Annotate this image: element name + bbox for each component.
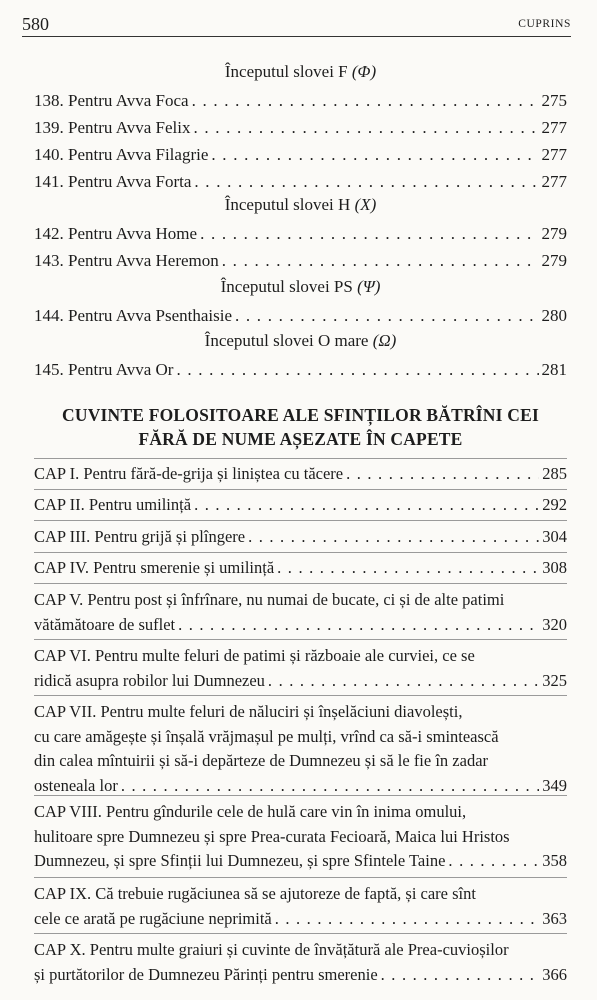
separator-line [34, 795, 567, 796]
chapter-page-number: 366 [542, 964, 567, 984]
section-heading [34, 277, 567, 297]
separator-line [34, 639, 567, 640]
entry-title: 141. Pentru Avva Forta [34, 172, 192, 191]
chapter-text-line: CAP V. Pentru post și înfrînare, nu numai de bucate, ci și de alte patimi [34, 590, 505, 609]
entry-title: 143. Pentru Avva Heremon [34, 251, 219, 270]
chapter-page-number: 292 [542, 495, 567, 514]
separator-line [34, 520, 567, 521]
dot-leader [193, 118, 538, 138]
section-heading-text: Începutul slovei H [224, 195, 355, 214]
main-heading-line-1: CUVINTE FOLOSITOARE ALE SFINȚILOR BĂTRÎNI CEI [62, 405, 539, 425]
chapter-text-line: CAP IX. Că trebuie rugăciunea să se ajutoreze de faptă, și care sînt [34, 884, 476, 903]
section-letter-symbol: (Φ) [351, 62, 377, 81]
dot-leader [178, 613, 539, 638]
dot-leader [275, 907, 540, 932]
chapter-text-line: CAP X. Pentru multe graiuri și cuvinte de învățătură ale Prea-cuvioșilor [34, 940, 509, 959]
dot-leader [194, 172, 538, 192]
page-header [22, 14, 571, 37]
chapter-entry [34, 700, 567, 798]
toc-entry [34, 172, 567, 192]
section-letter-symbol: (X) [354, 195, 377, 214]
chapter-entry [34, 882, 567, 931]
entry-title: 142. Pentru Avva Home [34, 224, 198, 243]
section-heading [34, 195, 567, 215]
chapter-text: CAP III. Pentru grijă și plîngere [34, 527, 246, 546]
entry-title: 144. Pentru Avva Psenthaisie [34, 306, 232, 325]
chapter-page-number: 325 [542, 670, 567, 690]
section-heading-text: Începutul slovei PS [220, 277, 358, 296]
separator-line [34, 458, 567, 459]
chapter-text: vătămătoare de suflet [34, 614, 176, 634]
chapter-text: CAP I. Pentru fără-de-grija și liniștea cu tăcere [34, 464, 344, 483]
dot-leader [194, 493, 539, 518]
separator-line [34, 695, 567, 696]
dot-leader [176, 360, 538, 380]
toc-entry [34, 118, 567, 138]
chapter-page-number: 304 [542, 527, 567, 546]
separator-line [34, 552, 567, 553]
toc-entry [34, 145, 567, 165]
chapter-last-line [34, 963, 567, 988]
dot-leader [381, 963, 540, 988]
separator-line [34, 877, 567, 878]
section-heading [34, 62, 567, 82]
chapter-entry [34, 556, 567, 581]
chapter-text-line: din calea mîntuirii și să-i depărteze de Dumnezeu și să le fie în zadar [34, 751, 489, 770]
entry-page-number: 277 [541, 172, 567, 191]
separator-line [34, 489, 567, 490]
chapter-entry [34, 644, 567, 693]
entry-page-number: 277 [541, 118, 567, 137]
chapter-text-line: hulitoare spre Dumnezeu și spre Prea-curata Fecioară, Maica lui Hristos [34, 826, 510, 846]
dot-leader [235, 306, 539, 326]
chapter-text: CAP II. Pentru umilință [34, 495, 192, 514]
section-heading-text: Începutul slovei F [224, 62, 352, 81]
chapter-text: osteneala lor [34, 775, 118, 795]
chapter-entry [34, 800, 567, 874]
chapter-last-line [34, 525, 567, 550]
dot-leader [200, 224, 538, 244]
chapter-text: ridică asupra robilor lui Dumnezeu [34, 670, 265, 690]
chapter-last-line [34, 907, 567, 932]
section-heading-text: Începutul slovei O mare [204, 331, 373, 350]
chapter-last-line [34, 556, 567, 581]
chapter-page-number: 358 [542, 851, 567, 870]
dot-leader [346, 462, 539, 487]
dot-leader [248, 525, 539, 550]
dot-leader [448, 849, 539, 874]
separator-line [34, 583, 567, 584]
entry-page-number: 275 [541, 91, 567, 110]
chapter-page-number: 363 [542, 908, 567, 928]
chapter-text-line: CAP VIII. Pentru gîndurile cele de hulă care vin în inima omului, [34, 802, 467, 821]
entry-title: 139. Pentru Avva Felix [34, 118, 191, 137]
entry-title: 140. Pentru Avva Filagrie [34, 145, 209, 164]
chapter-page-number: 285 [542, 464, 567, 483]
chapter-last-line [34, 493, 567, 518]
chapter-entry [34, 525, 567, 550]
section-letter-symbol: (Ω) [372, 331, 397, 350]
chapter-last-line [34, 613, 567, 638]
dot-leader [222, 251, 539, 271]
chapter-page-number: 349 [542, 775, 567, 795]
dot-leader [192, 91, 539, 111]
dot-leader [268, 669, 539, 694]
dot-leader [211, 145, 538, 165]
chapter-entry [34, 588, 567, 637]
dot-leader [277, 556, 539, 581]
chapter-entry [34, 938, 567, 987]
chapter-last-line [34, 462, 567, 487]
entry-page-number: 279 [541, 251, 567, 270]
entry-page-number: 279 [541, 224, 567, 243]
separator-line [34, 933, 567, 934]
toc-entry [34, 224, 567, 244]
chapter-entry [34, 493, 567, 518]
chapter-text-line: cu care amăgește și înșală vrăjmașul pe mulți, vrînd ca să-i smintească [34, 726, 499, 746]
chapter-text: CAP IV. Pentru smerenie și umilință [34, 558, 275, 577]
page-number: 580 [22, 14, 49, 34]
section-heading [34, 331, 567, 351]
entry-title: 145. Pentru Avva Or [34, 360, 174, 379]
chapter-text: Dumnezeu, și spre Sfinții lui Dumnezeu, și spre Sfintele Taine [34, 851, 446, 870]
section-letter-symbol: (Ψ) [357, 277, 381, 296]
chapter-text-line: CAP VI. Pentru multe feluri de patimi și războaie ale curviei, ce se [34, 646, 475, 665]
chapter-text: și purtătorilor de Dumnezeu Părinți pentru smerenie [34, 964, 378, 984]
entry-page-number: 281 [541, 360, 567, 379]
chapter-entry [34, 462, 567, 487]
entry-page-number: 280 [541, 306, 567, 325]
toc-entry [34, 360, 567, 380]
toc-entry [34, 91, 567, 111]
toc-entry [34, 306, 567, 326]
chapter-text-line: CAP VII. Pentru multe feluri de năluciri și înșelăciuni diavolești, [34, 702, 463, 721]
entry-page-number: 277 [541, 145, 567, 164]
chapter-page-number: 308 [542, 558, 567, 577]
chapter-page-number: 320 [542, 614, 567, 634]
entry-title: 138. Pentru Avva Foca [34, 91, 189, 110]
chapter-last-line [34, 849, 567, 874]
main-heading-line-2: FĂRĂ DE NUME AȘEZATE ÎN CAPETE [138, 429, 463, 449]
running-head: CUPRINS [518, 18, 571, 30]
toc-entry [34, 251, 567, 271]
chapter-text: cele ce arată pe rugăciune neprimită [34, 908, 272, 928]
chapter-last-line [34, 669, 567, 694]
